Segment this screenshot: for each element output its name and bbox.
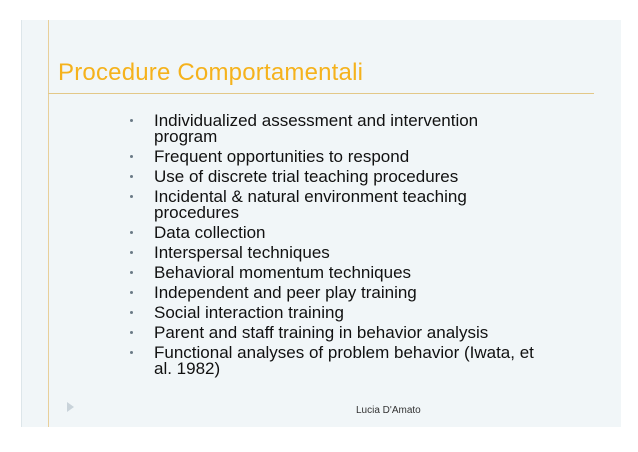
title-underline (48, 93, 594, 94)
bullet-item (130, 245, 540, 261)
bullet-dot-icon (130, 155, 133, 158)
bullet-dot-icon (130, 291, 133, 294)
bullet-item (130, 149, 540, 165)
bullet-text: Parent and staff training in behavior analysis (154, 323, 489, 342)
bullet-text: Data collection (154, 223, 266, 242)
bullet-dot-icon (130, 231, 133, 234)
slide-vertical-rule (48, 20, 49, 427)
bullet-item (130, 325, 540, 341)
bullet-dot-icon (130, 195, 133, 198)
bullet-dot-icon (130, 351, 133, 354)
bullet-text: Use of discrete trial teaching procedures (154, 167, 459, 186)
slide-title: Procedure Comportamentali (58, 59, 364, 86)
bullet-text: Individualized assessment and intervention program (154, 111, 479, 146)
bullet-text: Functional analyses of problem behavior (Iwata, et al. 1982) (154, 343, 534, 378)
bullet-text: Social interaction training (154, 303, 344, 322)
bullet-text: Independent and peer play training (154, 283, 417, 302)
bullet-dot-icon (130, 271, 133, 274)
bullet-item (130, 189, 540, 221)
bullet-text: Frequent opportunities to respond (154, 147, 410, 166)
bullet-text: Behavioral momentum techniques (154, 263, 412, 282)
bullet-dot-icon (130, 331, 133, 334)
play-arrow-icon (67, 402, 74, 412)
slide-footer-author: Lucia D'Amato (356, 405, 421, 416)
bullet-item (130, 305, 540, 321)
bullet-item (130, 113, 540, 145)
bullet-item (130, 345, 540, 377)
bullet-dot-icon (130, 311, 133, 314)
bullet-text: Interspersal techniques (154, 243, 330, 262)
bullet-text: Incidental & natural environment teaching procedures (154, 187, 467, 222)
bullet-list (130, 113, 540, 381)
bullet-item (130, 285, 540, 301)
bullet-dot-icon (130, 119, 133, 122)
bullet-item (130, 265, 540, 281)
bullet-item (130, 169, 540, 185)
bullet-item (130, 225, 540, 241)
bullet-dot-icon (130, 251, 133, 254)
bullet-dot-icon (130, 175, 133, 178)
